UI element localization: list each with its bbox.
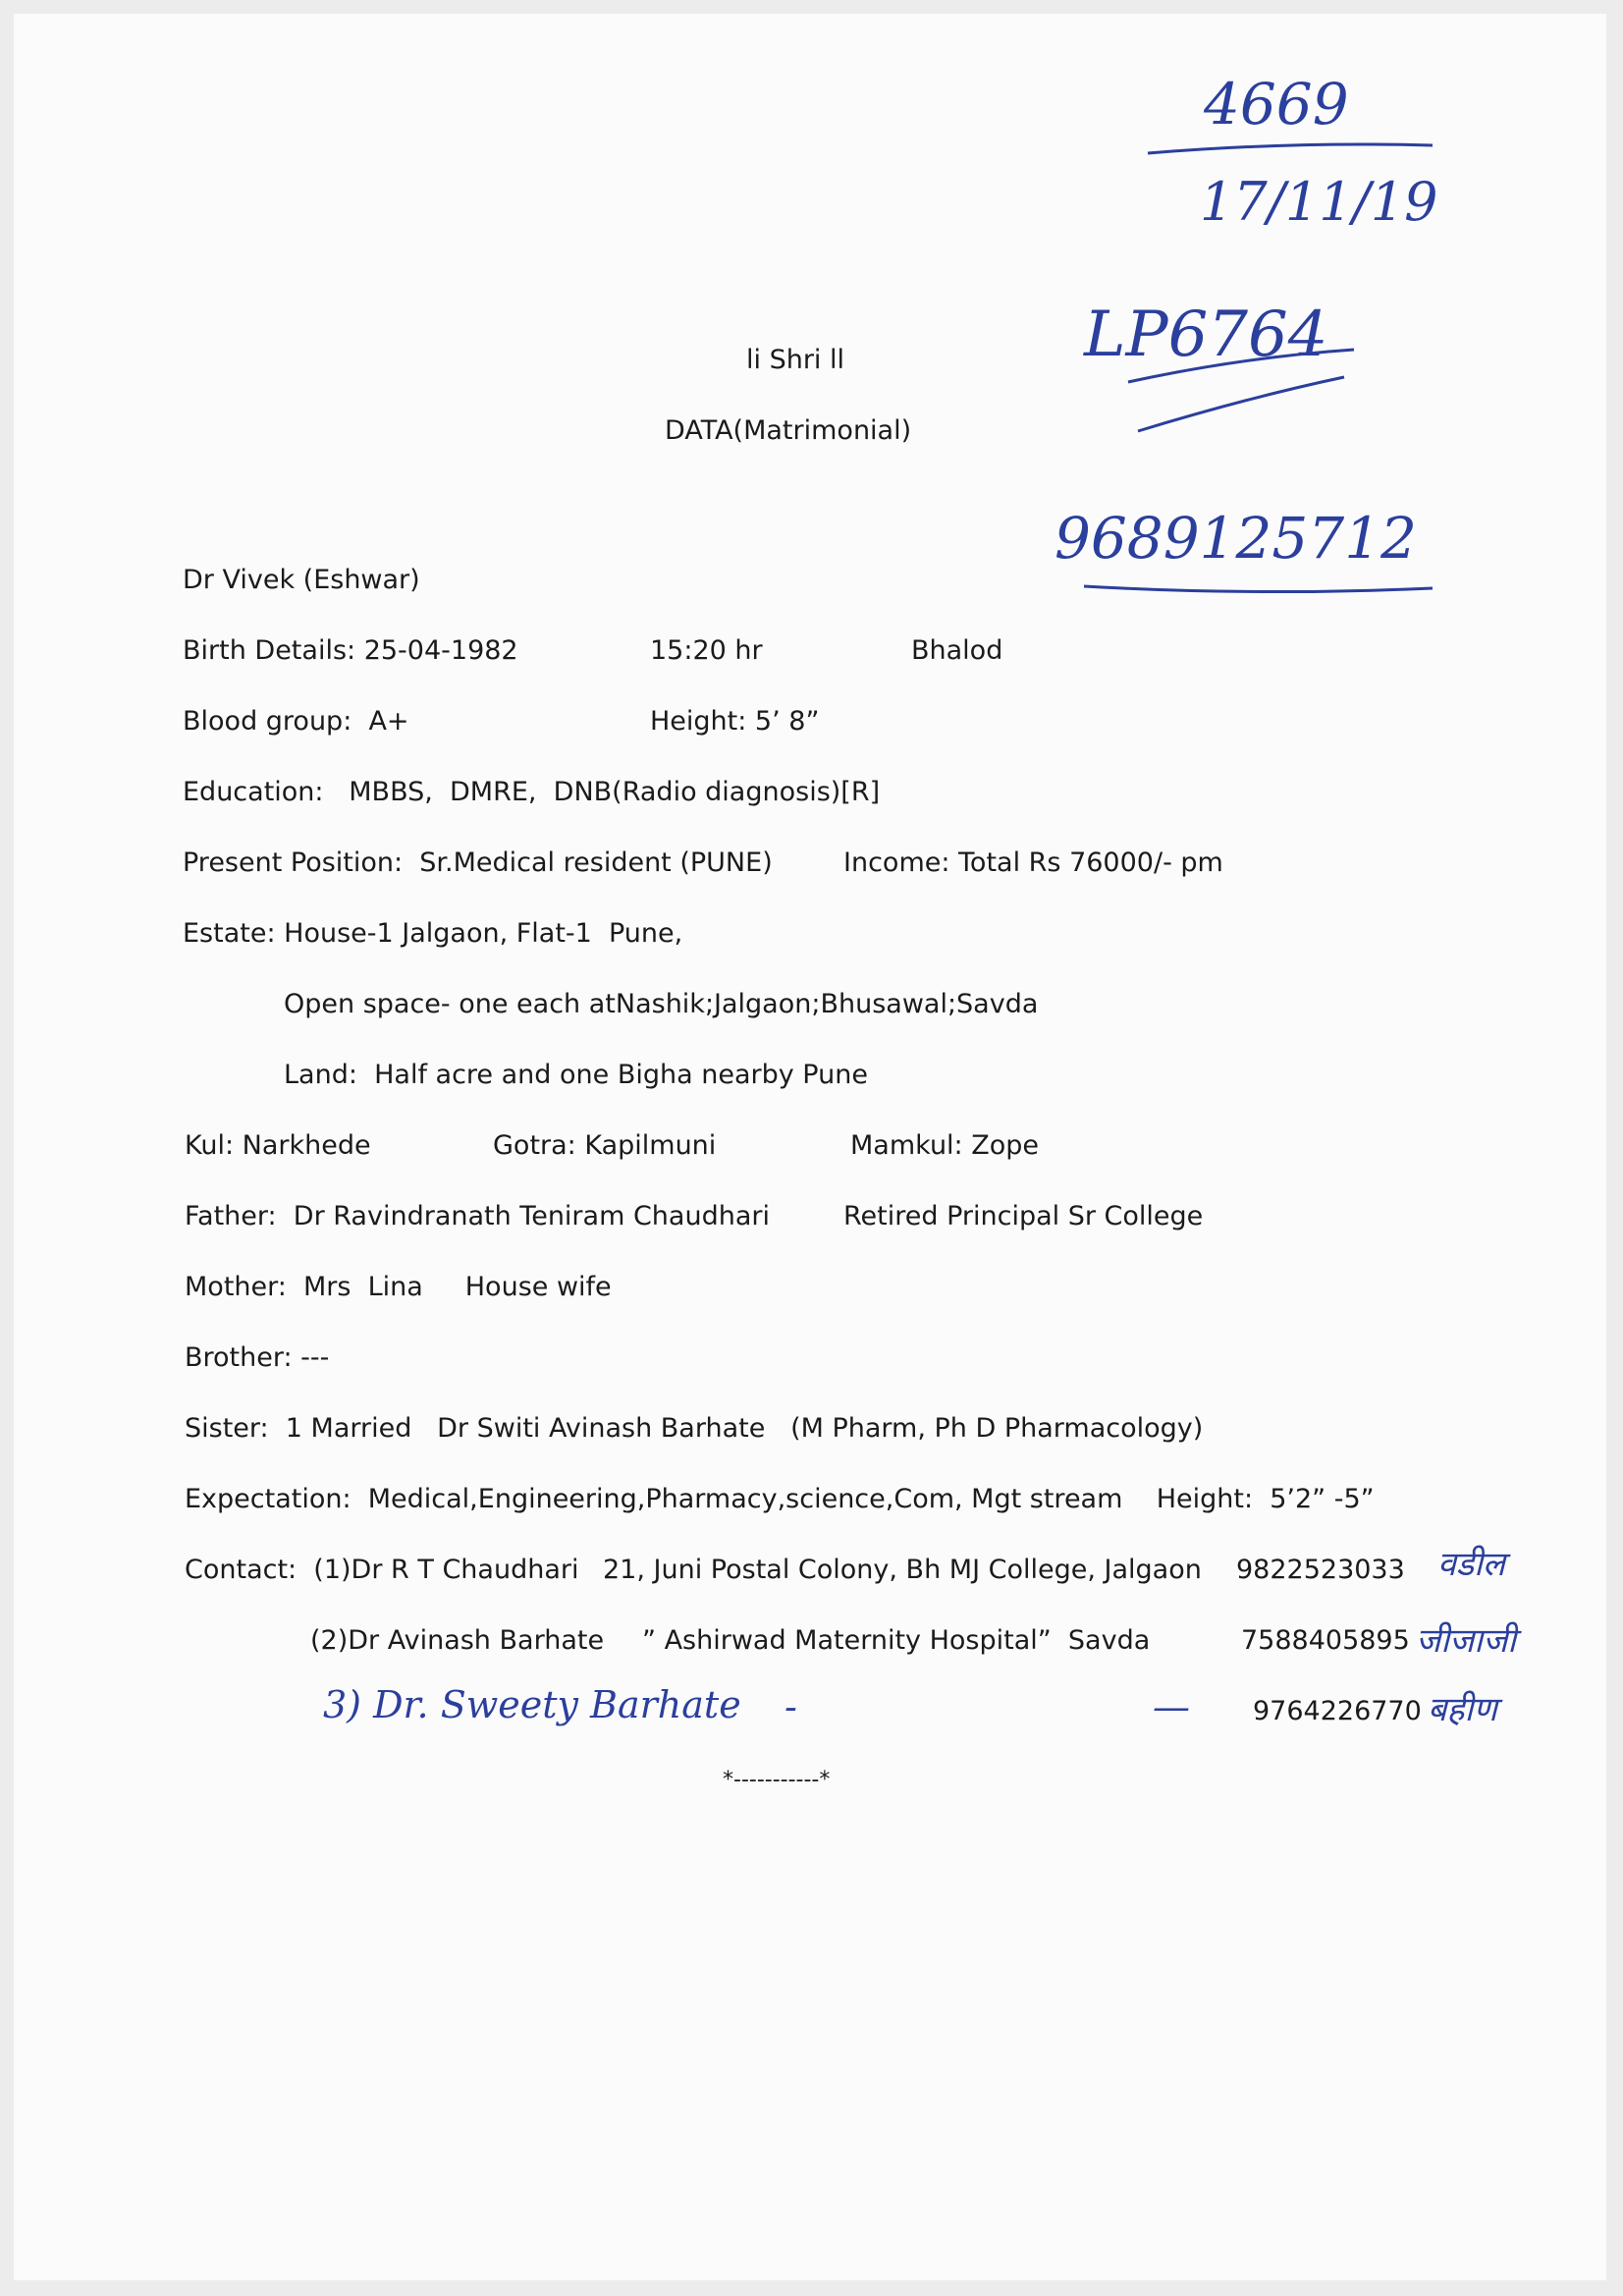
mamkul: Mamkul: Zope bbox=[850, 1130, 1040, 1161]
contact-1: Contact: (1)Dr R T Chaudhari bbox=[185, 1555, 579, 1585]
father-occupation: Retired Principal Sr College bbox=[843, 1201, 1204, 1231]
handwritten-note-sister: बहीण bbox=[1428, 1690, 1497, 1729]
land: Land: Half acre and one Bigha nearby Pune bbox=[284, 1060, 868, 1090]
handwritten-code: LP6764 bbox=[1084, 299, 1328, 371]
estate: Estate: House-1 Jalgaon, Flat-1 Pune, bbox=[183, 918, 683, 949]
education: Education: MBBS, DMRE, DNB(Radio diagnosis)[R] bbox=[183, 777, 881, 807]
handwritten-contact-3: 3) Dr. Sweety Barhate bbox=[323, 1683, 741, 1726]
ref-underline bbox=[1143, 132, 1437, 161]
contact-2-address: ” Ashirwad Maternity Hospital” Savda bbox=[642, 1625, 1151, 1656]
handwritten-note-brother-in-law: जीजाजी bbox=[1416, 1621, 1517, 1661]
height: Height: 5’ 8” bbox=[650, 706, 820, 737]
handwritten-note-father: वडील bbox=[1437, 1545, 1505, 1584]
phone-underline bbox=[1079, 569, 1442, 608]
contact-1-address: 21, Juni Postal Colony, Bh MJ College, Jalgaon bbox=[603, 1555, 1202, 1585]
contact-1-phone: 9822523033 bbox=[1236, 1555, 1405, 1585]
income: Income: Total Rs 76000/- pm bbox=[843, 847, 1223, 878]
birth-place: Bhalod bbox=[911, 635, 1003, 666]
code-underline bbox=[1113, 338, 1369, 436]
invocation: li Shri ll bbox=[746, 345, 845, 375]
expectation: Expectation: Medical,Engineering,Pharmacy,science,Com, Mgt stream Height: 5’2” -5” bbox=[185, 1484, 1375, 1514]
sister: Sister: 1 Married Dr Switi Avinash Barhate (M Pharm, Ph D Pharmacology) bbox=[185, 1413, 1204, 1444]
open-space: Open space- one each atNashik;Jalgaon;Bhusawal;Savda bbox=[284, 989, 1039, 1019]
handwritten-dash-left: - bbox=[784, 1685, 797, 1728]
brother: Brother: --- bbox=[185, 1342, 330, 1373]
kul: Kul: Narkhede bbox=[185, 1130, 371, 1161]
present-position: Present Position: Sr.Medical resident (PUNE) bbox=[183, 847, 773, 878]
handwritten-phone: 9689125712 bbox=[1055, 505, 1418, 572]
document-page bbox=[14, 14, 1606, 2280]
mother: Mother: Mrs Lina House wife bbox=[185, 1272, 612, 1302]
birth-time: 15:20 hr bbox=[650, 635, 763, 666]
handwritten-ref-number: 4669 bbox=[1204, 71, 1349, 137]
handwritten-date: 17/11/19 bbox=[1200, 171, 1438, 233]
handwritten-dash-right: — bbox=[1153, 1685, 1190, 1728]
contact-2: (2)Dr Avinash Barhate bbox=[310, 1625, 605, 1656]
contact-2-phone: 7588405895 bbox=[1241, 1625, 1410, 1656]
contact-3-phone: 9764226770 bbox=[1253, 1696, 1422, 1726]
end-mark: *-----------* bbox=[723, 1768, 831, 1792]
father: Father: Dr Ravindranath Teniram Chaudhari bbox=[185, 1201, 770, 1231]
candidate-name: Dr Vivek (Eshwar) bbox=[183, 565, 420, 595]
birth-details: Birth Details: 25-04-1982 bbox=[183, 635, 518, 666]
document-title: DATA(Matrimonial) bbox=[665, 415, 912, 446]
gotra: Gotra: Kapilmuni bbox=[493, 1130, 717, 1161]
blood-group: Blood group: A+ bbox=[183, 706, 409, 737]
